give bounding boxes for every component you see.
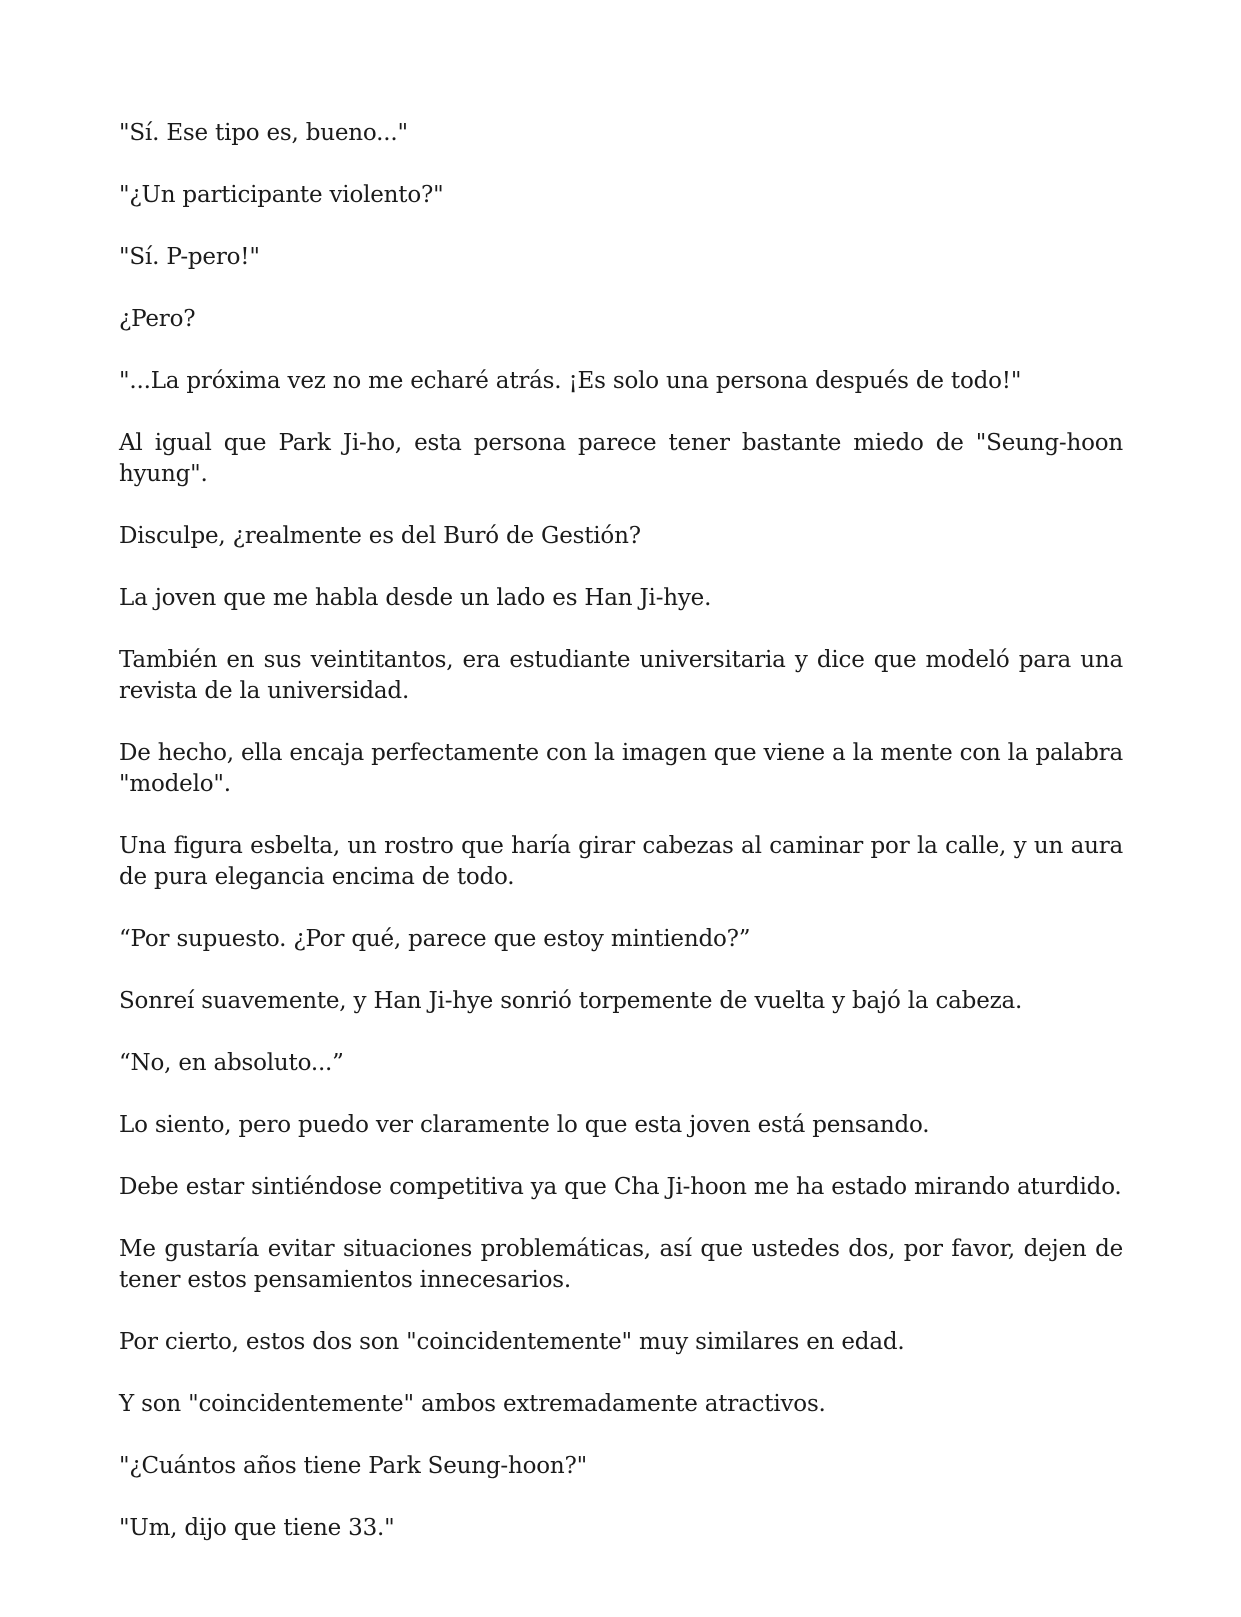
paragraph: Lo siento, pero puedo ver claramente lo que esta joven está pensando. — [119, 1112, 930, 1138]
paragraph: Al igual que Park Ji-ho, esta persona parece tener bastante miedo de "Seung-hoon hyung". — [119, 430, 1123, 487]
paragraph: "...La próxima vez no me echaré atrás. ¡Es solo una persona después de todo!" — [119, 368, 1022, 394]
paragraph: "Sí. P-pero!" — [119, 244, 260, 270]
paragraph: "¿Un participante violento?" — [119, 182, 444, 208]
paragraph: La joven que me habla desde un lado es Han Ji-hye. — [119, 585, 712, 611]
paragraph: ¿Pero? — [119, 306, 196, 332]
paragraph: "¿Cuántos años tiene Park Seung-hoon?" — [119, 1453, 587, 1479]
paragraph: "Sí. Ese tipo es, bueno..." — [119, 120, 408, 146]
paragraph: De hecho, ella encaja perfectamente con la imagen que viene a la mente con la palabra "modelo". — [119, 740, 1123, 797]
paragraph: Por cierto, estos dos son "coincidentemente" muy similares en edad. — [119, 1329, 905, 1355]
paragraph: “Por supuesto. ¿Por qué, parece que estoy mintiendo?” — [119, 926, 751, 952]
paragraph: "Um, dijo que tiene 33." — [119, 1515, 395, 1541]
paragraph: También en sus veintitantos, era estudiante universitaria y dice que modeló para una revista de la universidad. — [119, 647, 1123, 704]
paragraph: Me gustaría evitar situaciones problemáticas, así que ustedes dos, por favor, dejen de tener estos pensamientos innecesarios. — [119, 1236, 1123, 1293]
paragraph: Y son "coincidentemente" ambos extremadamente atractivos. — [119, 1391, 826, 1417]
paragraph: Debe estar sintiéndose competitiva ya que Cha Ji-hoon me ha estado mirando aturdido. — [119, 1174, 1122, 1200]
paragraph: “No, en absoluto...” — [119, 1050, 344, 1076]
paragraph: Una figura esbelta, un rostro que haría girar cabezas al caminar por la calle, y un aura de pura elegancia encima de todo. — [119, 833, 1123, 890]
document-body — [119, 118, 1123, 1544]
paragraph: Sonreí suavemente, y Han Ji-hye sonrió torpemente de vuelta y bajó la cabeza. — [119, 988, 1023, 1014]
paragraph: Disculpe, ¿realmente es del Buró de Gestión? — [119, 523, 641, 549]
